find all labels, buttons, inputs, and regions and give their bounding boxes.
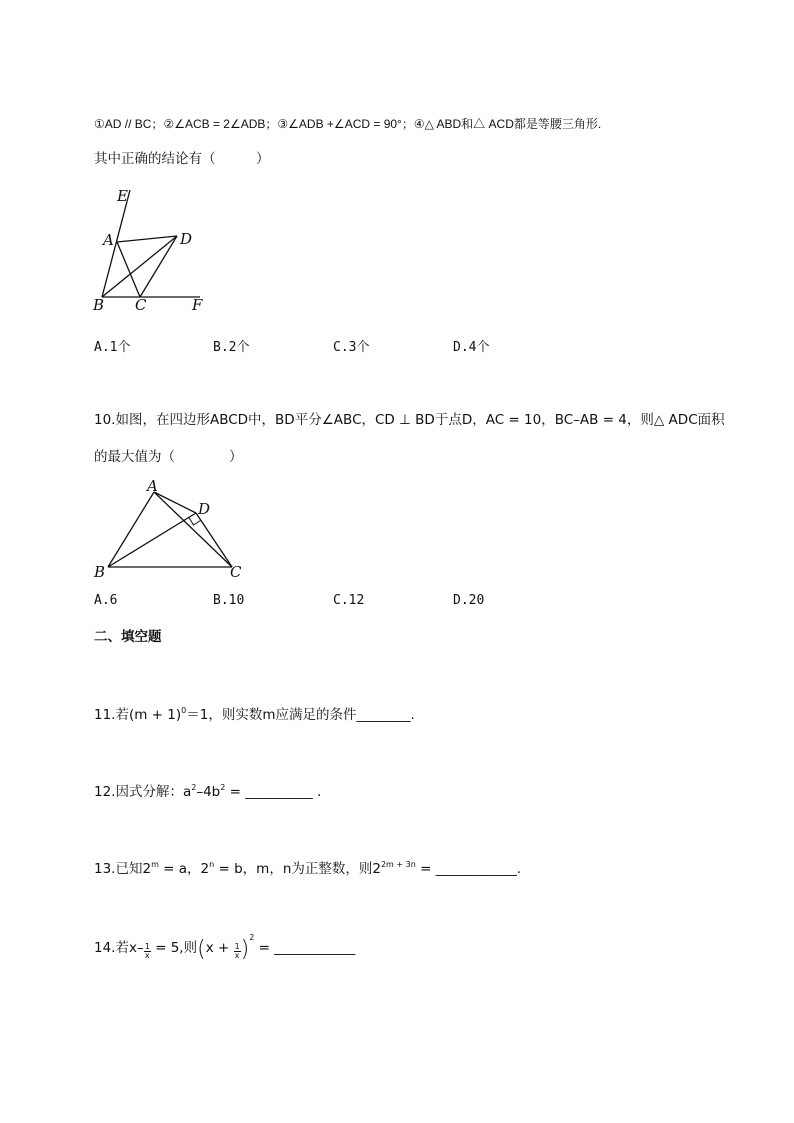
q9-option-b: B.2个 [213, 340, 250, 355]
q11 [94, 706, 415, 724]
q14-inner-x: x + [205, 940, 234, 956]
q12-suffix: = __________ . [225, 784, 322, 800]
q14-frac-den: x [144, 951, 150, 960]
section-title: 二、填空题 [94, 629, 162, 645]
q14-fraction-inner [234, 943, 241, 960]
q14-frac-den-inner: x [234, 951, 240, 960]
q10-option-d: D.20 [453, 593, 485, 608]
q11-suffix: ＝1，则实数m应满足的条件________. [186, 707, 415, 723]
q14-right-paren: ) [240, 937, 250, 962]
q12 [94, 783, 321, 801]
label-F: F [192, 296, 203, 314]
q13-exp3: 2m + 3n [380, 860, 416, 869]
q14-left-paren: ( [197, 937, 206, 962]
q13-prefix: 13.已知2 [94, 861, 152, 877]
q10-option-b: B.10 [213, 593, 245, 608]
label-B2: B [94, 563, 106, 581]
q11-prefix: 11.若(m + 1) [94, 707, 182, 723]
q13-mid1: = a，2 [158, 861, 210, 877]
label-D2: D [198, 500, 211, 518]
q10-line1: 10.如图，在四边形ABCD中，BD平分∠ABC，CD ⊥ BD于点D，AC = 10，BC–AB = 4，则△ ADC面积 [94, 412, 725, 428]
q9-figure [90, 186, 230, 316]
q14-frac-num: 1 [144, 942, 150, 951]
label-C: C [135, 296, 147, 314]
q9-statements: ①AD // BC；②∠ACB = 2∠ADB；③∠ADB +∠ACD = 90°；④△ ABD和△ ACD都是等腰三角形. [94, 117, 602, 131]
q12-prefix: 12.因式分解：a [94, 784, 192, 800]
q13-exp2: n [209, 860, 215, 869]
q14-mid: = 5,则 [150, 940, 198, 956]
label-E: E [117, 187, 128, 205]
q14-prefix: 14.若x– [94, 940, 144, 956]
q14 [94, 933, 356, 962]
q12-exp2: 2 [220, 783, 226, 792]
label-A2: A [147, 477, 158, 495]
label-C2: C [230, 563, 242, 581]
label-A: A [103, 231, 114, 249]
q13 [94, 860, 521, 878]
q13-mid2: = b，m，n为正整数，则2 [214, 861, 381, 877]
q10-line2: 的最大值为（ ） [94, 449, 243, 465]
q10-figure [90, 476, 250, 581]
q12-exp1: 2 [191, 783, 197, 792]
q13-exp1: m [151, 860, 159, 869]
q14-frac-num-inner: 1 [234, 942, 240, 951]
label-B: B [93, 296, 105, 314]
q14-exp: 2 [249, 933, 255, 942]
q10-option-a: A.6 [94, 593, 118, 608]
q11-exp: 0 [181, 706, 187, 715]
q9-option-d: D.4个 [453, 340, 490, 355]
label-D: D [180, 230, 193, 248]
q14-fraction [144, 943, 151, 960]
q14-suffix: = ____________ [254, 940, 356, 956]
q9-option-a: A.1个 [94, 340, 131, 355]
q9-option-c: C.3个 [333, 340, 370, 355]
q13-suffix: = ____________. [415, 861, 521, 877]
q10-option-c: C.12 [333, 593, 365, 608]
q12-mid: –4b [196, 784, 221, 800]
q9-question: 其中正确的结论有（ ） [94, 151, 270, 167]
